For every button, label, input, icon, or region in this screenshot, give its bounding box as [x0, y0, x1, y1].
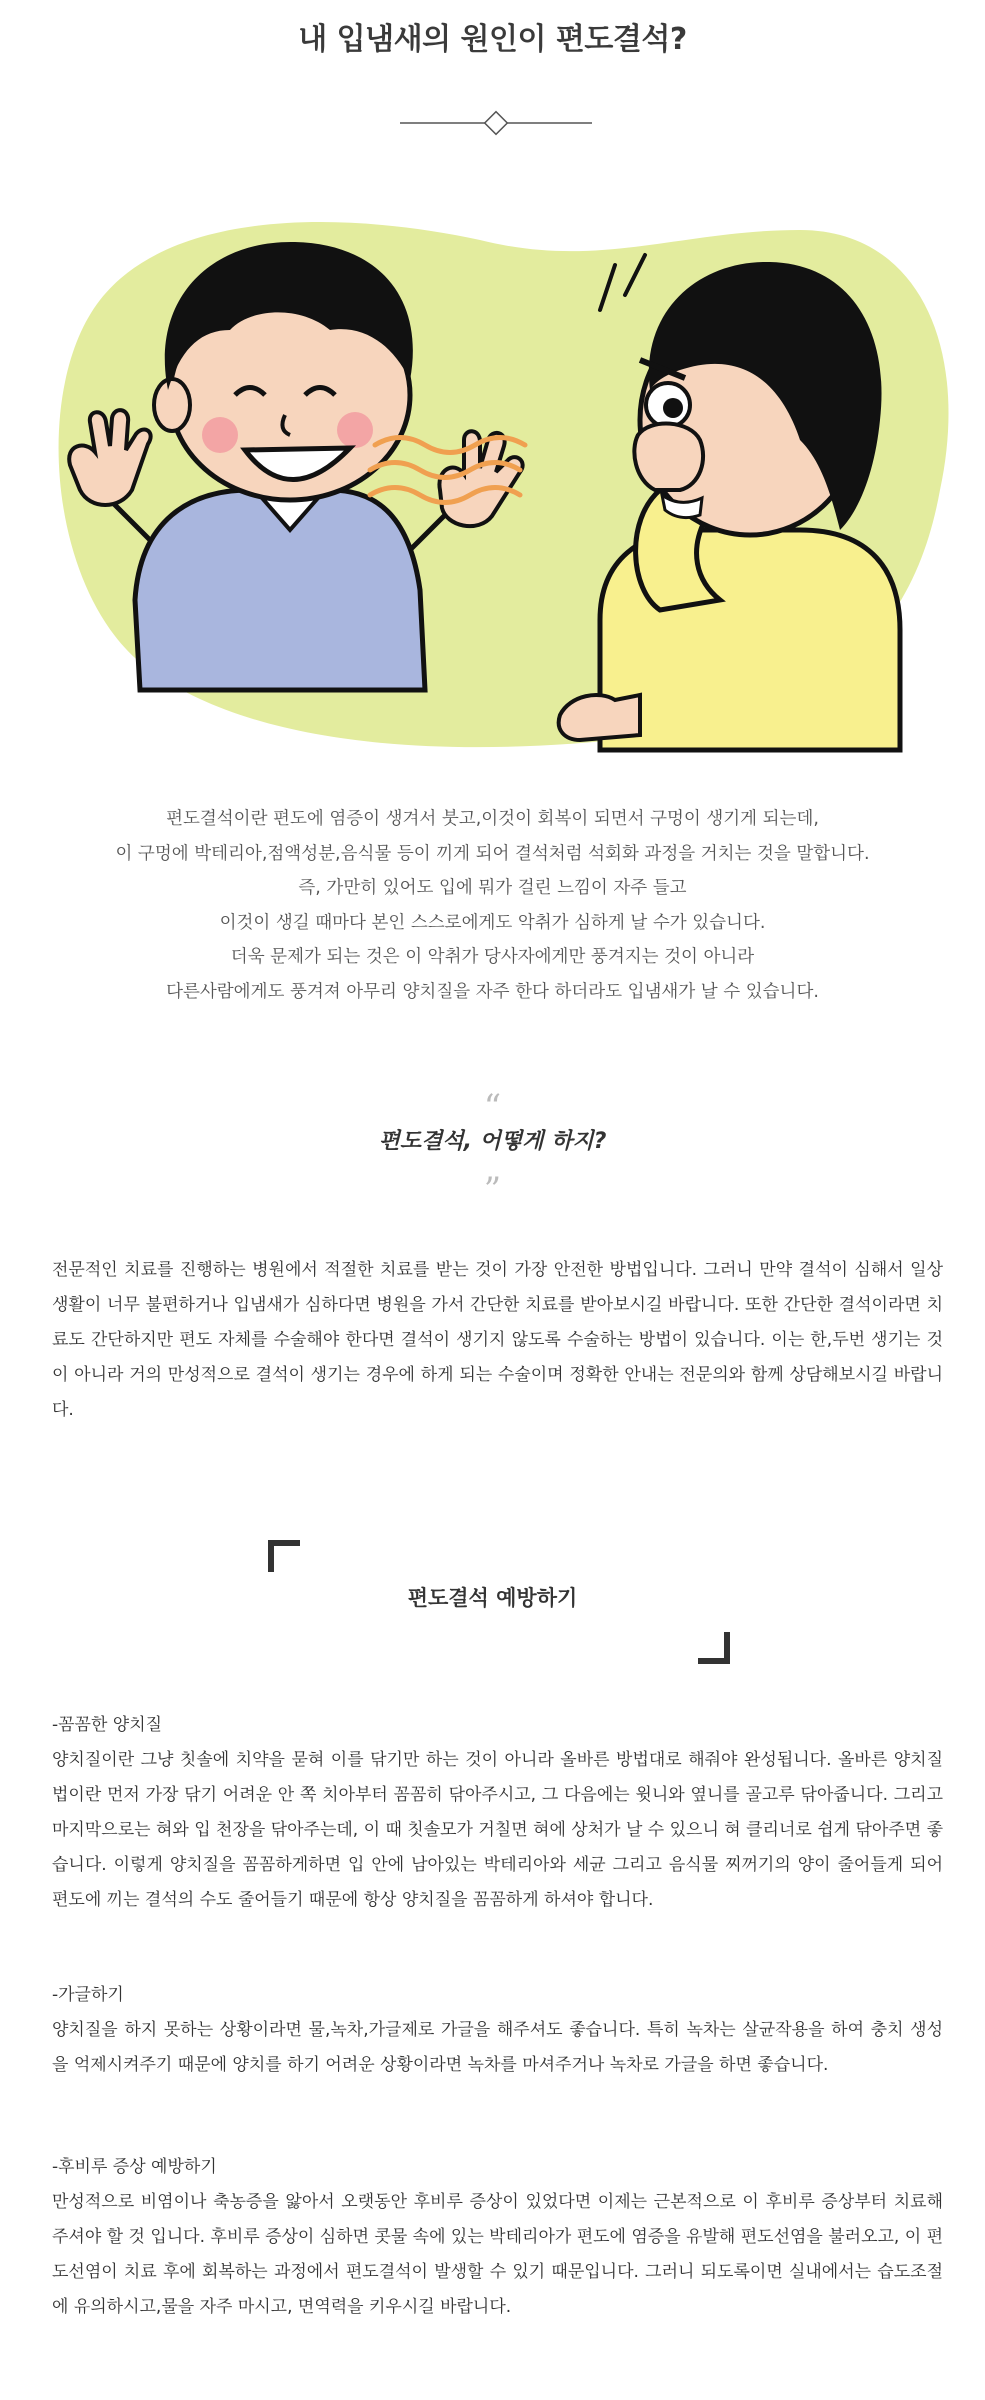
brushing-paragraph: 양치질이란 그냥 칫솔에 치약을 묻혀 이를 닦기만 하는 것이 아니라 올바른 방법대로 해줘야 완성됩니다. 올바른 양치질 법이란 먼저 가장 닦기 어려운 안 쪽 치아부터 꼼꼼히 닦아주시고, 그 다음에는 윗니와 옆니를 골고루 닦아줍니다. 그리고 마지막으로는 혀와 입 천장을 닦아주는데, 이 때 칫솔모가 거칠면 혀에 상처가 날 수 있으니 혀 클리너로 쉽게 닦아주면 좋습니다. 이렇게 양치질을 꼼꼼하게하면 입 안에 남아있는 박테리아와 세균 그리고 음식물 찌꺼기의 양이 줄어들게 되어 편도에 끼는 결석의 수도 줄어들기 때문에 항상 양치질을 꼼꼼하게 하셔야 합니다.: [52, 1750, 943, 1910]
intro-line: 편도결석이란 편도에 염증이 생겨서 붓고,이것이 회복이 되면서 구멍이 생기게 되는데,: [166, 809, 819, 829]
intro-line: 더욱 문제가 되는 것은 이 악취가 당사자에게만 풍겨지는 것이 아니라: [230, 947, 755, 967]
intro-line: 다른사람에게도 풍겨져 아무리 양치질을 자주 한다 하더라도 입냄새가 날 수 있습니다.: [166, 981, 819, 1002]
close-quote-icon: ”: [483, 1170, 502, 1210]
intro-paragraph: [0, 802, 985, 1009]
intro-line: 이것이 생길 때마다 본인 스스로에게도 악취가 심하게 날 수가 있습니다.: [219, 912, 766, 933]
corner-bracket-top-left-icon: [268, 1540, 302, 1574]
intro-line: 즉, 가만히 있어도 입에 뭐가 걸린 느낌이 자주 들고: [298, 878, 687, 898]
intro-line: 이 구멍에 박테리아,점액성분,음식물 등이 끼게 되어 결석처럼 석회화 과정을 거치는 것을 말합니다.: [115, 843, 870, 864]
corner-bracket-bottom-right-icon: [696, 1630, 730, 1664]
title-divider: [400, 108, 592, 138]
bad-breath-illustration: [40, 190, 950, 770]
prevention-section-title: 편도결석 예방하기: [407, 1586, 578, 1610]
page-title: 내 입냄새의 원인이 편도결석?: [298, 22, 687, 57]
gargle-heading: -가글하기: [52, 1985, 124, 2005]
gargle-paragraph: 양치질을 하지 못하는 상황이라면 물,녹차,가글제로 가글을 해주셔도 좋습니다. 특히 녹차는 살균작용을 하여 충치 생성을 억제시켜주기 때문에 양치를 하기 어려운 상황이라면 녹차를 마셔주거나 녹차로 가글을 하면 좋습니다.: [52, 2020, 943, 2075]
brushing-heading: -꼼꼼한 양치질: [52, 1715, 163, 1735]
open-quote-icon: “: [483, 1087, 502, 1127]
quote-heading: 편도결석, 어떻게 하지?: [378, 1129, 607, 1154]
treatment-paragraph: 전문적인 치료를 진행하는 병원에서 적절한 치료를 받는 것이 가장 안전한 방법입니다. 그러니 만약 결석이 심해서 일상생활이 너무 불편하거나 입냄새가 심하다면 병원을 가서 간단한 치료를 받아보시길 바랍니다. 또한 간단한 결석이라면 치료도 간단하지만 편도 자체를 수술해야 한다면 결석이 생기지 않도록 수술하는 방법이 있습니다. 이는 한,두번 생기는 것이 아니라 거의 만성적으로 결석이 생기는 경우에 하게 되는 수술이며 정확한 안내는 전문의와 함께 상담해보시길 바랍니다.: [52, 1260, 943, 1420]
postnasal-drip-paragraph: 만성적으로 비염이나 축농증을 앓아서 오랫동안 후비루 증상이 있었다면 이제는 근본적으로 이 후비루 증상부터 치료해주셔야 할 것 입니다. 후비루 증상이 심하면 콧물 속에 있는 박테리아가 편도에 염증을 유발해 편도선염을 불러오고, 이 편도선염이 치료 후에 회복하는 과정에서 편도결석이 발생할 수 있기 때문입니다. 그러니 되도록이면 실내에서는 습도조절에 유의하시고,물을 자주 마시고, 면역력을 키우시길 바랍니다.: [52, 2192, 943, 2317]
postnasal-drip-heading: -후비루 증상 예방하기: [52, 2157, 217, 2177]
